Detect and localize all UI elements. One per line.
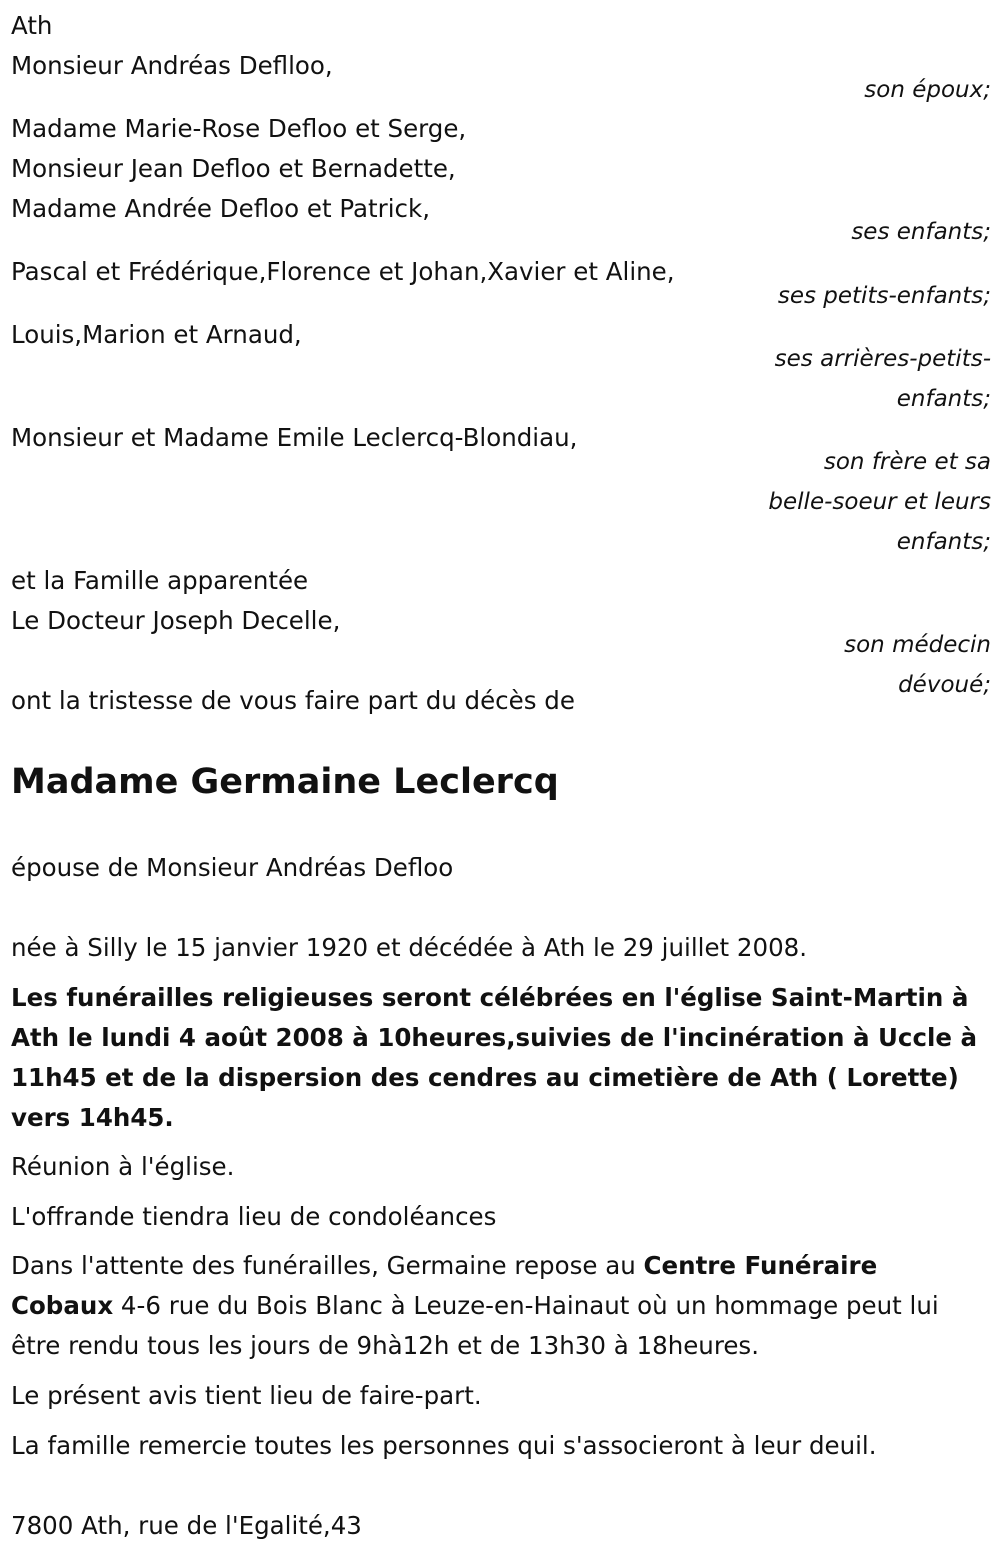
child-name: Monsieur Jean Defloo et Bernadette, bbox=[11, 154, 456, 183]
child-name: Madame Marie-Rose Defloo et Serge, bbox=[11, 114, 467, 143]
announcement: ont la tristesse de vous faire part du décès de bbox=[11, 686, 575, 715]
meeting-note: Réunion à l'église. bbox=[11, 1152, 235, 1181]
child-name: Madame Andrée Defloo et Patrick, bbox=[11, 194, 430, 223]
family-address: 7800 Ath, rue de l'Egalité,43 bbox=[11, 1511, 362, 1540]
children-relation: ses enfants; bbox=[851, 219, 991, 245]
extended-family: et la Famille apparentée bbox=[11, 566, 309, 595]
deceased-spouse-line: épouse de Monsieur Andréas Defloo bbox=[11, 853, 454, 882]
notice-note: Le présent avis tient lieu de faire-part. bbox=[11, 1381, 482, 1410]
offering-note: L'offrande tiendra lieu de condoléances bbox=[11, 1202, 497, 1231]
spouse-relation: son époux; bbox=[864, 77, 991, 103]
spouse-name: Monsieur Andréas Deflloo, bbox=[11, 51, 333, 80]
brother-name: Monsieur et Madame Emile Leclercq-Blondiau, bbox=[11, 423, 578, 452]
great-grandchildren-relation: ses arrières-petits- bbox=[774, 346, 991, 372]
deceased-name: Madame Germaine Leclercq bbox=[11, 762, 559, 802]
brother-relation: belle-soeur et leurs bbox=[768, 489, 991, 515]
rest-intro: Dans l'attente des funérailles, Germaine repose au bbox=[11, 1251, 644, 1280]
doctor-relation: son médecin bbox=[844, 632, 991, 658]
grandchildren-names: Pascal et Frédérique,Florence et Johan,Xavier et Aline, bbox=[11, 257, 675, 286]
doctor-relation: dévoué; bbox=[898, 672, 991, 698]
brother-relation: son frère et sa bbox=[823, 449, 991, 475]
deceased-dates: née à Silly le 15 janvier 1920 et décédée à Ath le 29 juillet 2008. bbox=[11, 933, 808, 962]
place-heading: Ath bbox=[11, 11, 53, 40]
thanks-note: La famille remercie toutes les personnes qui s'associeront à leur deuil. bbox=[11, 1431, 877, 1460]
great-grandchildren-relation: enfants; bbox=[896, 386, 991, 412]
funeral-ceremony: Les funérailles religieuses seront célébrées en l'église Saint-Martin à Ath le lundi 4 août 2008 à 10heures,suivies de l'incinération à Uccle à 11h45 et de la dispersion des cendres au cimetière de Ath ( Lorette) vers 14h45. bbox=[11, 983, 978, 1132]
great-grandchildren-names: Louis,Marion et Arnaud, bbox=[11, 320, 302, 349]
rest-place-paragraph bbox=[11, 1246, 986, 1366]
rest-details: 4-6 rue du Bois Blanc à Leuze-en-Hainaut où un hommage peut lui être rendu tous les jours de 9hà12h et de 13h30 à 18heures. bbox=[11, 1291, 939, 1360]
doctor-name: Le Docteur Joseph Decelle, bbox=[11, 606, 341, 635]
grandchildren-relation: ses petits-enfants; bbox=[777, 283, 991, 309]
brother-relation: enfants; bbox=[896, 529, 991, 555]
funeral-center-name: Centre Funéraire Cobaux bbox=[11, 1251, 878, 1320]
